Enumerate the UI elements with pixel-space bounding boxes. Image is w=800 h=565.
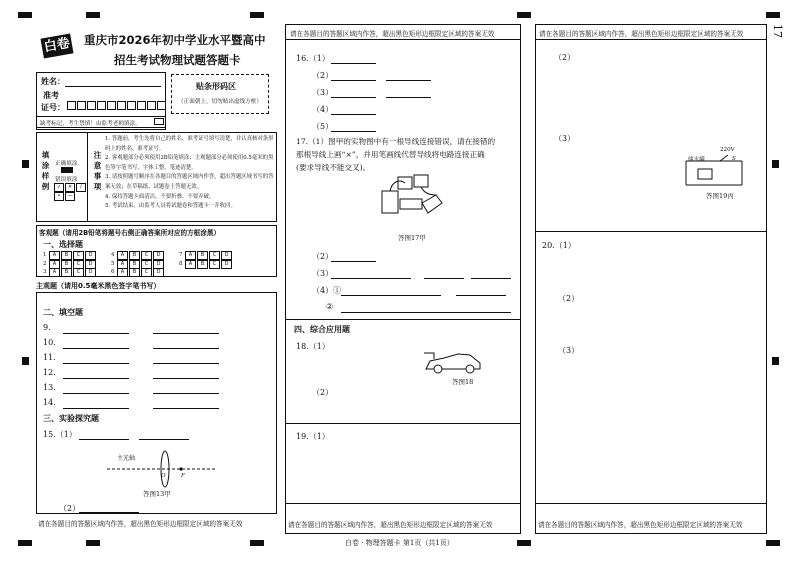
- answer-line[interactable]: [331, 114, 376, 115]
- option-box[interactable]: D: [221, 251, 232, 260]
- q17-3: （3）: [312, 269, 334, 278]
- answer-grid[interactable]: [43, 251, 273, 277]
- option-box[interactable]: B: [61, 268, 72, 277]
- wrong-fill-label: 错误填涂: [55, 177, 78, 183]
- fill-blank-title: 二、填空题: [43, 308, 83, 317]
- alignment-mark: [18, 540, 32, 546]
- answer-line[interactable]: [79, 512, 139, 513]
- option-box[interactable]: C: [73, 260, 84, 269]
- option-box[interactable]: D: [85, 251, 96, 260]
- exam-number-boxes[interactable]: [67, 95, 167, 114]
- option-box[interactable]: C: [209, 251, 220, 260]
- barcode-area: [171, 74, 269, 114]
- fill-blank-number: 13.: [43, 383, 56, 392]
- alignment-mark: [18, 12, 32, 18]
- note-4: 4. 保持答题卡面清洁，不要折叠、不要弄破。: [105, 193, 215, 200]
- answer-line[interactable]: [386, 97, 431, 98]
- notes-label: 注意事项: [93, 151, 102, 193]
- option-box[interactable]: B: [197, 251, 208, 260]
- option-box[interactable]: A: [117, 260, 128, 269]
- alignment-mark: [517, 540, 531, 546]
- page-footer: 白卷 · 物理答题卡 第1页（共1页）: [345, 539, 454, 547]
- alignment-mark: [22, 357, 29, 365]
- alignment-mark: [772, 160, 779, 168]
- note-3: 3. 请按照题号顺序在各题目的答题区域内作答，超出答题区域书写的答案无效；在草稿纸、试题卷上答题无效。: [105, 174, 274, 190]
- name-line: [65, 86, 161, 87]
- q16-5: （5）: [312, 122, 334, 131]
- question-number: 1: [43, 252, 47, 258]
- page-title-line2: 招生考试物理试题答题卡: [114, 53, 241, 67]
- objective-header: 客观题（请用2B铅笔将题号右侧正确答案所对应的方框涂黑）: [39, 229, 221, 237]
- fill-blank-number: 9.: [43, 323, 51, 332]
- answer-line[interactable]: [386, 80, 431, 81]
- alignment-mark: [22, 160, 29, 168]
- warning-footer: 请在各题目的答题区域内作答，超出黑色矩形边框限定区域的答案无效: [38, 520, 243, 528]
- answer-line[interactable]: [331, 80, 376, 81]
- option-box[interactable]: A: [49, 251, 60, 260]
- fill-blank-number: 12.: [43, 368, 56, 377]
- answer-row: [111, 268, 165, 277]
- barcode-note: （正面朝上，切勿贴出虚线方框）: [178, 99, 262, 105]
- main-axis-label: 主光轴: [117, 455, 136, 462]
- alignment-mark: [517, 12, 531, 18]
- circuit-figure-19: [680, 145, 748, 189]
- question-number: 3: [43, 269, 47, 275]
- option-box[interactable]: A: [185, 260, 196, 269]
- answer-line[interactable]: [63, 333, 129, 334]
- objective-section: [36, 225, 277, 277]
- barcode-title: 贴条形码区: [196, 82, 236, 91]
- option-box[interactable]: A: [49, 268, 60, 277]
- subjective-header: 主观题（请用0.5毫米黑色签字笔书写）: [36, 282, 161, 290]
- alignment-mark: [772, 357, 779, 365]
- option-box[interactable]: B: [61, 260, 72, 269]
- q20-2: （2）: [558, 294, 580, 303]
- circuit-tank: 储水罐: [688, 157, 705, 163]
- answer-line[interactable]: [331, 278, 411, 279]
- fill-sample-label: 填涂样例: [41, 151, 50, 193]
- note-2: 2. 客观题部分必须使用2B铅笔填涂；主观题部分必须使用0.5毫米的黑色签字笔书写，字体工整、笔迹清楚。: [105, 155, 274, 171]
- fig19-caption: 答图19丙: [706, 192, 734, 200]
- column-1: [36, 24, 277, 534]
- answer-line[interactable]: [153, 378, 219, 379]
- q18-1: 18.（1）: [296, 342, 330, 351]
- answer-line[interactable]: [153, 333, 219, 334]
- wrong-fill-samples: ✓ ✕ / • —: [54, 183, 87, 201]
- column-3: [535, 24, 767, 534]
- answer-line[interactable]: [153, 363, 219, 364]
- q16-1: 16.（1）: [296, 54, 330, 63]
- prev-q-part2: （2）: [554, 53, 576, 62]
- option-box[interactable]: A: [117, 268, 128, 277]
- option-box[interactable]: C: [209, 260, 220, 269]
- answer-line[interactable]: [331, 131, 376, 132]
- warning-header: 请在各题目的答题区域内作答，超出黑色矩形边框限定区域的答案无效: [290, 30, 495, 38]
- q17-line: (要求导线不能交叉)。: [296, 163, 371, 172]
- answer-line[interactable]: [79, 439, 129, 440]
- q17-2: （2）: [312, 252, 334, 261]
- answer-line[interactable]: [456, 295, 506, 296]
- instruction-box: [36, 132, 277, 222]
- f-point-label: F: [181, 473, 185, 479]
- answer-line[interactable]: [471, 278, 511, 279]
- fill-blank-number: 14.: [43, 398, 56, 407]
- race-car-figure: [422, 349, 484, 375]
- page-title-line1: 重庆市2026年初中学业水平暨高中: [84, 33, 266, 47]
- prev-q-part3: （3）: [554, 134, 576, 143]
- q20-3: （3）: [558, 346, 580, 355]
- correct-fill-label: 正确填涂: [55, 161, 78, 167]
- fill-blank-section: [36, 292, 277, 514]
- q17-4-2: ②: [326, 302, 334, 311]
- alignment-mark: [86, 540, 100, 546]
- correct-fill-sample: [61, 167, 73, 173]
- q17-line: 那根导线上画“×”，并用笔画线代替导线将电路连接正确: [296, 150, 485, 159]
- option-box[interactable]: D: [153, 268, 164, 277]
- fig17-caption: 答图17甲: [398, 234, 426, 242]
- question-number: 2: [43, 260, 47, 267]
- option-box[interactable]: D: [221, 260, 232, 269]
- option-box[interactable]: A: [185, 251, 196, 260]
- answer-line[interactable]: [341, 312, 511, 313]
- answer-line[interactable]: [139, 439, 189, 440]
- q15-1-label: 15.（1）: [43, 430, 77, 439]
- option-box[interactable]: C: [141, 251, 152, 260]
- fig18-caption: 答图18: [452, 378, 474, 386]
- answer-line[interactable]: [153, 393, 219, 394]
- question-number: 7: [179, 252, 183, 258]
- note-5: 5. 考试结束，由监考人员将试题卷和答题卡一并收回。: [105, 203, 236, 210]
- fill-blank-number: 11.: [43, 353, 56, 362]
- q16-3: （3）: [312, 88, 334, 97]
- answer-line[interactable]: [63, 348, 129, 349]
- q20-1: 20.（1）: [542, 241, 576, 250]
- section4-title: 四、综合应用题: [294, 325, 350, 334]
- answer-line[interactable]: [153, 408, 219, 409]
- option-box[interactable]: C: [141, 260, 152, 269]
- option-box[interactable]: D: [153, 251, 164, 260]
- option-box[interactable]: A: [49, 260, 60, 269]
- circuit-figure-17: [378, 173, 448, 225]
- absent-box: [36, 116, 166, 128]
- option-box[interactable]: B: [61, 251, 72, 260]
- answer-line[interactable]: [341, 295, 441, 296]
- option-box[interactable]: D: [85, 268, 96, 277]
- absent-text: 缺考标记，考生禁填！由监考老师填涂。: [40, 121, 141, 127]
- option-box[interactable]: B: [129, 260, 140, 269]
- q15-2-label: （2）: [59, 504, 81, 513]
- circuit-voltage: 220V: [720, 147, 735, 153]
- q18-2: （2）: [312, 388, 334, 397]
- answer-line[interactable]: [153, 348, 219, 349]
- q17-4: （4）①: [312, 286, 342, 295]
- zheng-label: 证号：: [41, 103, 65, 112]
- q17-line: 17.（1）图甲的实物图中有一根导线连接错误，请在接错的: [296, 137, 496, 146]
- warning-footer: 请在各题目的答题区域内作答，超出黑色矩形边框限定区域的答案无效: [288, 521, 493, 529]
- notes-list: [105, 135, 275, 212]
- alignment-mark: [86, 12, 100, 18]
- question-number: 5: [111, 260, 115, 267]
- answer-row: [43, 268, 97, 277]
- warning-header: 请在各题目的答题区域内作答，超出黑色矩形边框限定区域的答案无效: [539, 30, 744, 38]
- answer-line[interactable]: [63, 363, 129, 364]
- alignment-mark: [766, 540, 780, 546]
- note-1: 1. 答题前，考生先将自己的姓名、准考证号填写清楚，并认真核对条形码上的姓名、准考证号。: [105, 136, 274, 152]
- question-number: 6: [111, 269, 115, 275]
- option-box[interactable]: B: [129, 268, 140, 277]
- answer-line[interactable]: [424, 278, 464, 279]
- zhun-label: 准考: [43, 91, 59, 100]
- q17-text: [296, 135, 495, 174]
- question-number: 8: [179, 260, 183, 267]
- option-box[interactable]: D: [153, 260, 164, 269]
- answer-line[interactable]: [331, 97, 376, 98]
- circuit-switch: S: [732, 156, 736, 162]
- option-box[interactable]: C: [73, 251, 84, 260]
- option-box[interactable]: B: [129, 251, 140, 260]
- edge-number: 17: [771, 24, 784, 38]
- choice-section-title: 一、选择题: [43, 240, 83, 249]
- o-point-label: O: [161, 473, 166, 479]
- column-2: [285, 24, 521, 534]
- question-number: 4: [111, 252, 115, 258]
- q16-2: （2）: [312, 71, 334, 80]
- alignment-mark: [250, 540, 264, 546]
- alignment-mark: [766, 12, 780, 18]
- experiment-title: 三、实验探究题: [43, 414, 99, 423]
- answer-line[interactable]: [63, 378, 129, 379]
- answer-line[interactable]: [331, 63, 376, 64]
- absent-mark-box[interactable]: [154, 118, 164, 125]
- option-box[interactable]: D: [85, 260, 96, 269]
- option-box[interactable]: B: [197, 260, 208, 269]
- answer-line[interactable]: [63, 408, 129, 409]
- fig13-caption: 答图13甲: [143, 490, 171, 498]
- option-box[interactable]: C: [141, 268, 152, 277]
- answer-line[interactable]: [331, 261, 376, 262]
- fill-blank-number: 10.: [43, 338, 56, 347]
- answer-row: [179, 260, 233, 269]
- answer-line[interactable]: [63, 393, 129, 394]
- warning-footer: 请在各题目的答题区域内作答，超出黑色矩形边框限定区域的答案无效: [538, 521, 743, 529]
- option-box[interactable]: C: [73, 268, 84, 277]
- q19-1: 19.（1）: [296, 432, 330, 441]
- name-label: 姓名：: [41, 77, 65, 86]
- q16-4: （4）: [312, 105, 334, 114]
- paper-badge: 白卷: [40, 34, 73, 59]
- option-box[interactable]: A: [117, 251, 128, 260]
- alignment-mark: [250, 12, 264, 18]
